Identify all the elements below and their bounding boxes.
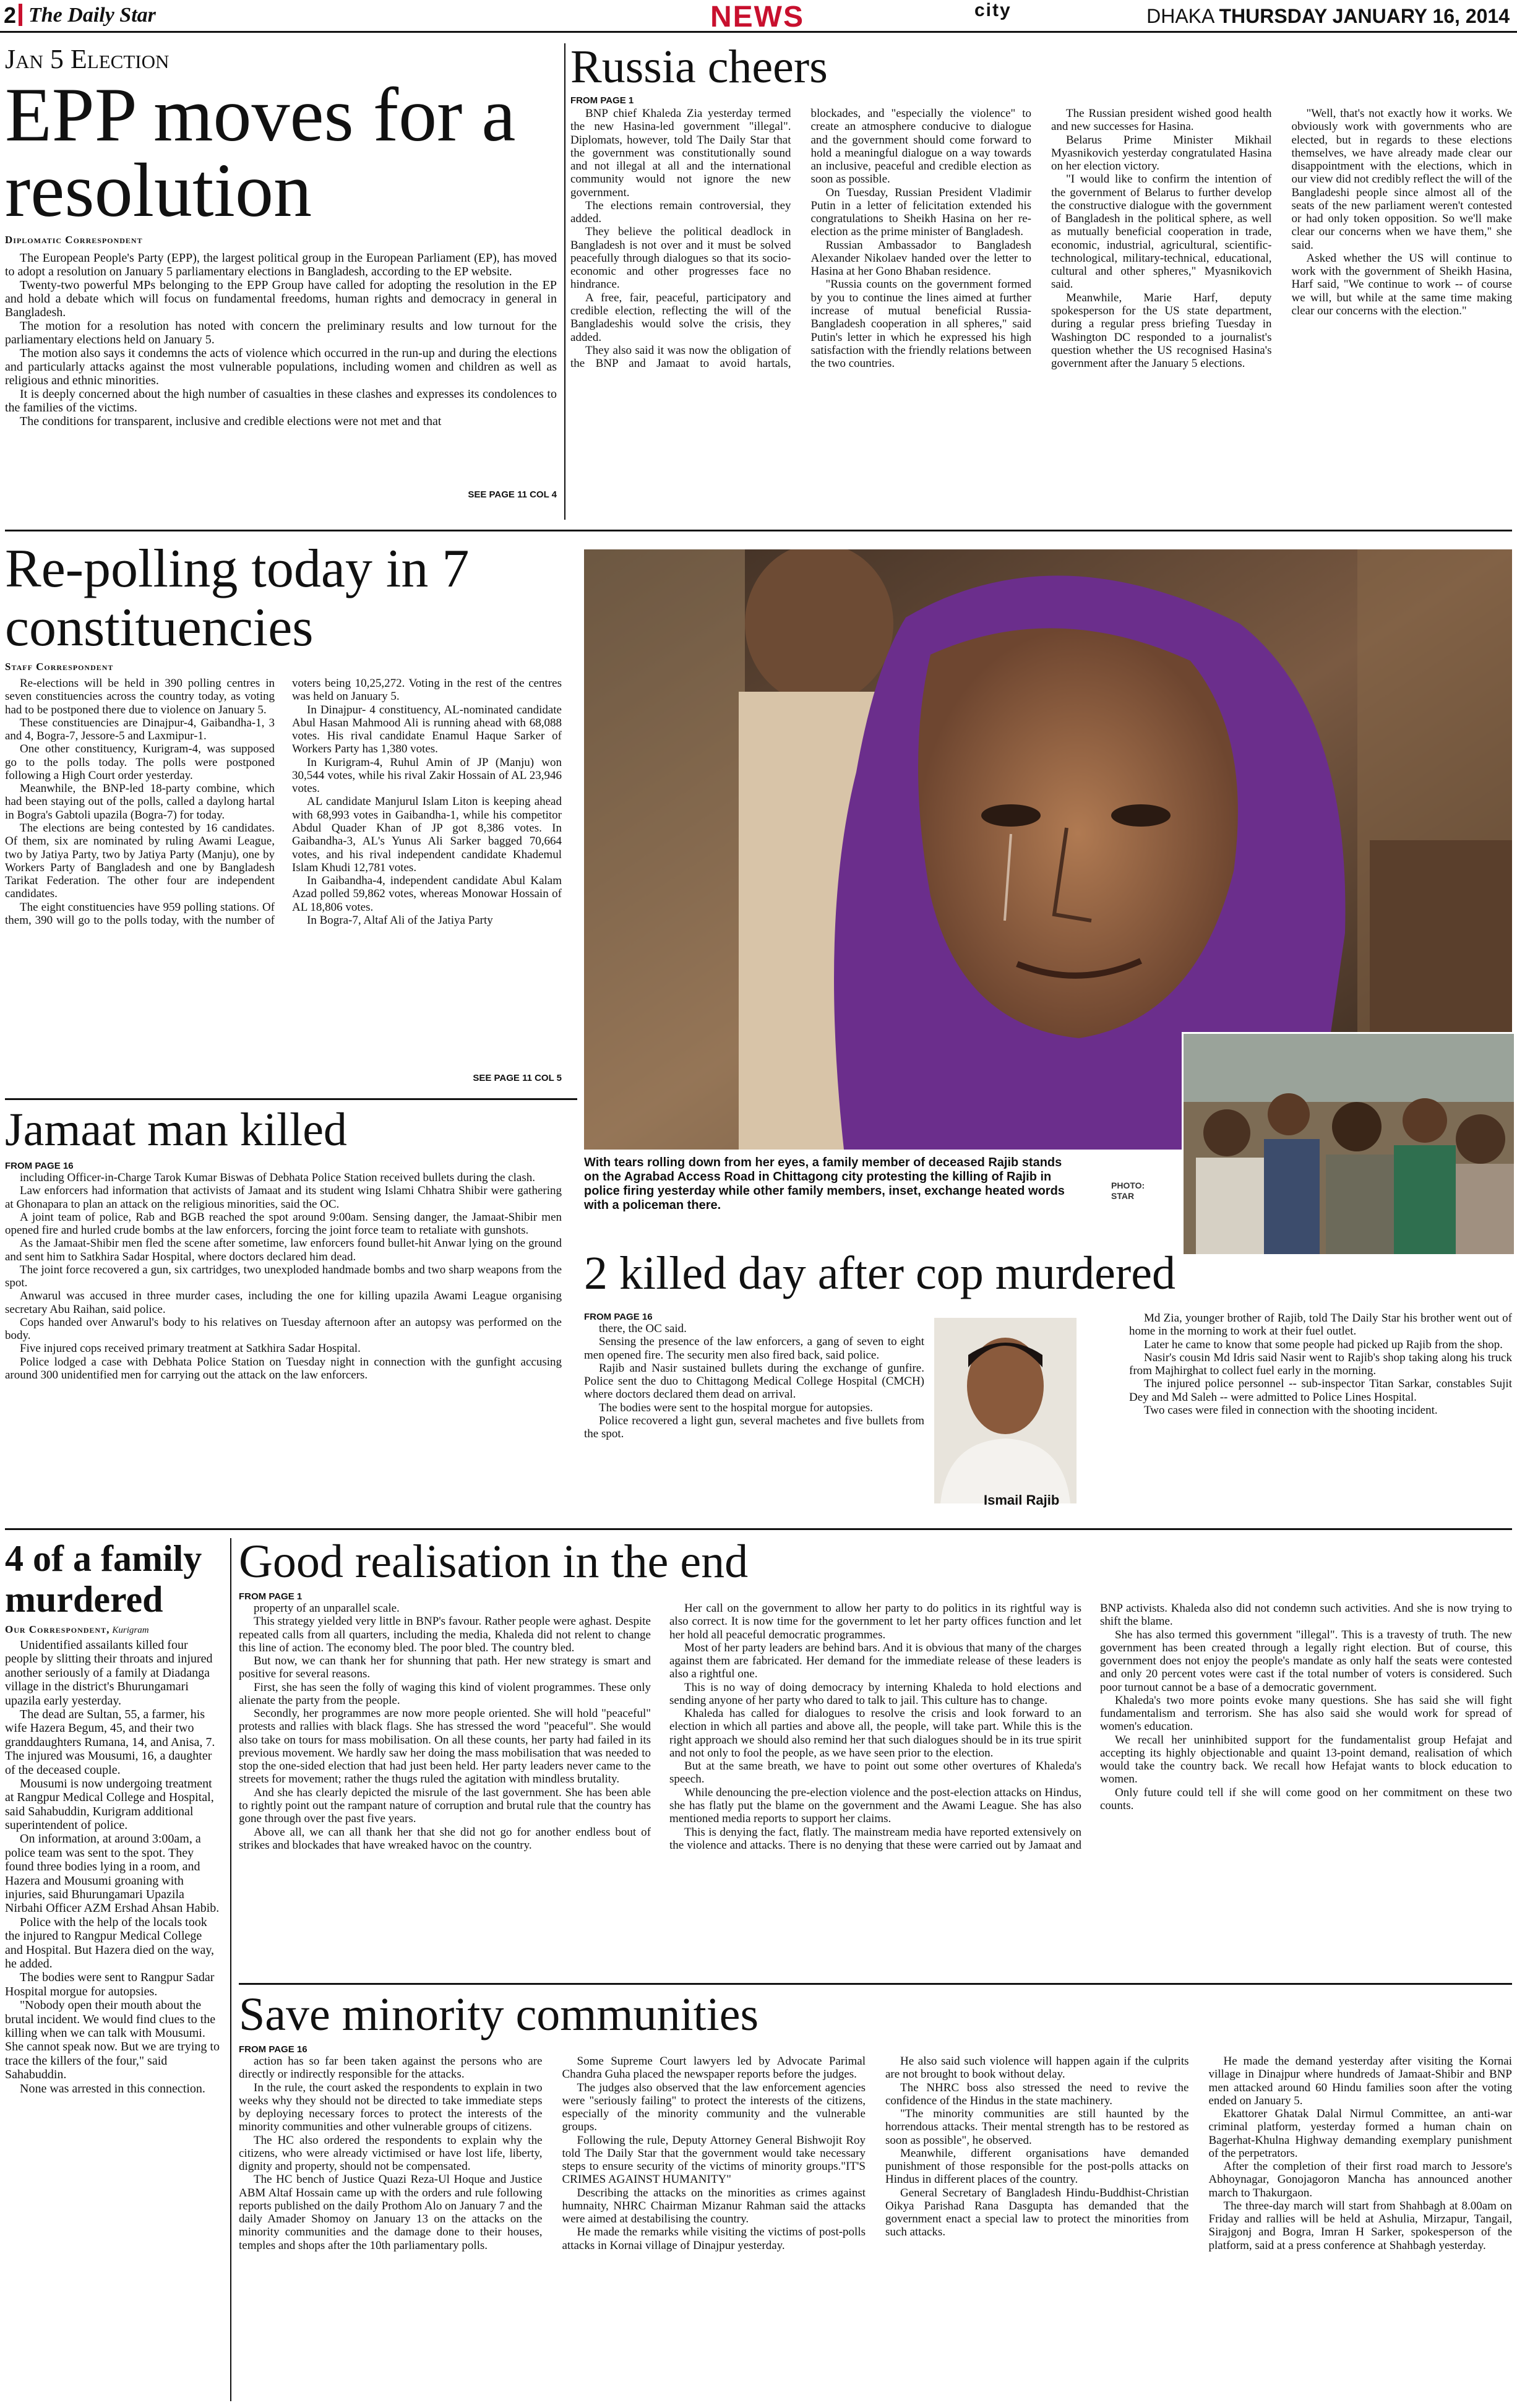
paragraph: The eight constituencies have 959 polling stations. Of them, 390 will go to the polls today, with the number of voters being 10,25,272. Voting in the rest of the centres was held on January 5. (5, 677, 562, 927)
crowd-photo-icon (1184, 1034, 1514, 1254)
killed-left-column (584, 1312, 924, 1526)
family-body (5, 1638, 221, 2406)
paragraph: In Kurigram-4, Ruhul Amin of JP (Manju) won 30,544 votes, while his rival Zakir Hossain of AL 23,946 votes. (292, 755, 562, 796)
paragraph: Meanwhile, Marie Harf, deputy spokesperson for the US state department, during a regular press briefing Tuesday in Washington DC responded to a journalist's question whether the US recognised Hasina's government after the January 5 elections. (1051, 291, 1272, 371)
paragraph: Secondly, her programmes are now more people oriented. She will hold "peaceful" protests and rallies with black flags. She has stressed the word "peaceful". She would also take on tours for mass mobilisation. On all these counts, her party had failed in its previous movement. We hardly saw her doing the mass mobilisation that was needed to stop the one-sided election that had just been held. Her party leaders never came to the streets for movement; rather the thugs ruled the agitation with mindless brutality. (239, 1707, 651, 1786)
jamaat-body (5, 1171, 562, 1505)
dateline-date: THURSDAY JANUARY 16, 2014 (1219, 5, 1510, 27)
credit-name: STAR (1111, 1190, 1135, 1201)
paragraph: The dead are Sultan, 55, a farmer, his wife Hazera Begum, 45, and their two granddaughters Rumana, 14, and Anisa, 7. The injured was Mousumi, 16, a daughter of the deceased couple. (5, 1707, 215, 1777)
paragraph: While denouncing the pre-election violence and the post-election attacks on Hindus, she has flatly put the blame on the government and the Awami League. She has also mentioned media reports to support her claims. (669, 1786, 1081, 1826)
mugshot-name: Ismail Rajib (984, 1492, 1060, 1508)
paragraph: Police lodged a case with Debhata Police Station on Tuesday night in connection with the gunfight accusing around 300 unidentified men for carrying out the attack on the law enforcers. (5, 1355, 562, 1382)
russia-story (570, 43, 1512, 509)
paragraph: Md Zia, younger brother of Rajib, told The Daily Star his brother went out of home in the morning to work at their fuel outlet. (1129, 1312, 1512, 1338)
jamaat-from-page: FROM PAGE 16 (5, 1161, 74, 1171)
paragraph: After the completion of their first road march to Jessore's Abhoynagar, Gonojagoron Mancha has announced another march to Thakurgaon. (1208, 2160, 1512, 2199)
paragraph: In Gaibandha-4, independent candidate Abul Kalam Azad polled 59,862 votes, whereas Monowar Hossain of AL 18,806 votes. (292, 874, 562, 914)
paragraph: They also said it was now the obligation of the BNP and Jamaat to avoid hartals, blockades, and "especially the violence" to create an atmosphere conducive to dialogue and the government should come forward to hold a meaningful dialogue on a way towards an inclusive, peaceful and credible election as soon as possible. (570, 107, 1031, 371)
paragraph: Cops handed over Anwarul's body to his relatives on Tuesday afternoon after an autopsy was performed on the body. (5, 1315, 562, 1343)
page-number: 2 (4, 2, 17, 28)
paragraph: Unidentified assailants killed four people by slitting their throats and injured another seriously of a family at Diadanga village in the district's Bhurungamari upazila early yesterday. (5, 1638, 213, 1708)
paragraph: She has also termed this government "illegal". This is a travesty of truth. The new government has been created through a legally right election. But of course, this government does not enjoy the people's mandate as only half the seats were contested and only 20 percent votes were cast if the total number of voters is considered. Such poor turnout cannot be a base of a democratic government. (1100, 1628, 1512, 1694)
realisation-body (239, 1602, 1512, 1954)
paragraph: Re-elections will be held in 390 polling centres in seven constituencies across the country today, as voting had to be postponed there due to violence on January 5. (5, 677, 275, 716)
paragraph: Two cases were filed in connection with the shooting incident. (1144, 1403, 1438, 1417)
family-byline-line (5, 1623, 221, 1636)
mugshot-photo (934, 1318, 1077, 1503)
portrait-icon (934, 1318, 1077, 1503)
paragraph: The elections remain controversial, they added. (570, 199, 791, 226)
paragraph: We recall her uninhibited support for the fundamentalist group Hefajat and accepting its highly objectionable and quaint 13-point demand, realisation of which would take the country back. We recall how Hefajat wants to block education to women. (1100, 1733, 1512, 1786)
paragraph: including Officer-in-Charge Tarok Kumar Biswas of Debhata Police Station received bullets during the clash. (20, 1171, 536, 1184)
paragraph: But at the same breath, we have to point out some other overtures of Khaleda's speech. (669, 1760, 1081, 1786)
killed-headline: 2 killed day after cop murdered (584, 1247, 1175, 1299)
paragraph: Twenty-two powerful MPs belonging to the EPP Group have called for adopting the resolution in the EP and hold a debate which will focus on fundamental freedoms, human rights and democracy in general in Bangladesh. (5, 278, 557, 320)
paragraph: This is no way of doing democracy by interning Khaleda to hold elections and sending anyone of her party who dared to talk to jail. This culture has to change. (669, 1680, 1081, 1707)
paragraph: It is deeply concerned about the high number of casualties in these clashes and expresses its condolences to the families of the victims. (5, 387, 557, 415)
paragraph: "Russia counts on the government formed by you to continue the lines aimed at further increase of mutual beneficial Russia-Bangladesh cooperation in all spheres," said Putin's letter in which he expressed his high satisfaction with the friendly relations between the two countries. (810, 278, 1031, 371)
paragraph: "Nobody open their mouth about the brutal incident. We would find clues to the killing when we can talk with Mousumi. She cannot speak now. But we are trying to trace the killers of the four," said Sahabuddin. (5, 1998, 220, 2082)
paragraph: Only future could tell if she will come good on her commitment on these two counts. (1100, 1786, 1512, 1812)
epp-headline: EPP moves for a resolution (5, 72, 516, 233)
paragraph: Meanwhile, different organisations have demanded punishment of those responsible for the post-polls attacks on Hindus in different places of the country. (885, 2146, 1189, 2187)
paragraph: "Well, that's not exactly how it works. We obviously work with governments who are elected, but in regards to these elections themselves, we have already made clear our disappointment with the elections, which in our view did not credibly reflect the will of the Bangladeshi people since almost all of the seats of the new parliament weren't contested or had only token opposition. So we'll make clear our concerns when we have them," she said. (1291, 107, 1512, 252)
paragraph: And she has clearly depicted the misrule of the last government. She has been able to rightly point out the rampant nature of corruption and brutal rule that the country has gone through over the past five years. (239, 1786, 651, 1826)
killed-body-left (584, 1322, 924, 1526)
paragraph: But now, we can thank her for shunning that path. Her new strategy is smart and positive for several reasons. (239, 1654, 651, 1681)
paragraph: Law enforcers had information that activists of Jamaat and its student wing Islami Chhatra Shibir were gathering at Ghonapara to plan an attack on the religious minorities, said the OC. (5, 1184, 562, 1211)
epp-byline: Diplomatic Correspondent (5, 234, 143, 246)
paragraph: He made the remarks while visiting the victims of post-polls attacks in Kornai village of Dinajpur yesterday. (562, 2225, 866, 2252)
paragraph: Her call on the government to allow her party to do politics in its rightful way is also correct. It is now time for the government to let her party offices function and let her hold all peaceful democratic programmes. (669, 1602, 1081, 1641)
epp-see-page[interactable]: SEE PAGE 11 COL 4 (468, 489, 557, 501)
paragraph: They believe the political deadlock in Bangladesh is not over and it must be solved peacefully through dialogues so that its socio-economic and other progresses face no hindrance. (570, 225, 791, 291)
red-bar-icon (19, 4, 22, 26)
horizontal-rule (5, 1098, 577, 1100)
epp-story (5, 43, 557, 500)
paragraph: General Secretary of Bangladesh Hindu-Buddhist-Christian Oikya Parishad Rana Dasgupta has demanded that the government enact a special law to protect the minorities from such attacks. (885, 2186, 1189, 2239)
paragraph: This strategy yielded very little in BNP's favour. Rather people were aghast. Despite repeated calls from all quarters, including the media, Khaleda did not relent to change this line of action. The economy bled. The poor bled. The country bled. (239, 1615, 651, 1654)
paragraph: Mousumi is now undergoing treatment at Rangpur Medical College and Hospital, said Sahabuddin, Kurigram additional superintendent of police. (5, 1776, 214, 1833)
paragraph: The three-day march will start from Shahbagh at 8.00am on Friday and rallies will be held at Ashulia, Mirzapur, Tangail, Sirajgonj and Bogra, Imran H Sarker, spokesperson of the platform, said at a press conference at Shahbagh yesterday. (1208, 2199, 1512, 2252)
horizontal-rule (5, 1528, 1512, 1530)
repolling-byline: Staff Correspondent (5, 661, 114, 673)
paragraph: This is denying the fact, flatly. The mainstream media have reported extensively on the violence and attacks. There is no denying that these were carried out by Jamaat and BNP activists. Khaleda also did not condemn such activities. And she is now trying to shift the blame. (669, 1602, 1512, 1852)
russia-from-page: FROM PAGE 1 (570, 95, 634, 106)
paragraph: Above all, we can all thank her that she did not go for another endless bout of strikes and blockades that have wreaked havoc on the country. (239, 1825, 651, 1852)
section-label: NEWS (710, 1, 804, 33)
paragraph: In Dinajpur- 4 constituency, AL-nominated candidate Abul Hasan Mahmood Ali is running ahead with 68,088 votes. His rival candidate Enamul Haque Sarker of Workers Party has 1,380 votes. (292, 703, 562, 756)
paragraph: Khaleda's two more points evoke many questions. She has said she will fight fundamentalism and terrorism. She has also said she would work for spread of women's education. (1100, 1693, 1512, 1734)
paragraph: On information, at around 3:00am, a police team was sent to the spot. They found three bodies lying in a room, and Hazera and Mousumi groaning with injuries, said Bhurungamari Upazila Nirbahi Officer AZM Ershad Ahsan Habib. (5, 1832, 220, 1916)
family-story (5, 1538, 221, 2406)
paragraph: BNP chief Khaleda Zia yesterday termed the new Hasina-led government "illegal". Diplomats, however, told The Daily Star that the government was constitutionally sound and not illegal at all and the international community would not ignore the new government. (570, 107, 791, 199)
killed-from-page: FROM PAGE 16 (584, 1312, 653, 1322)
paragraph: Most of her party leaders are behind bars. And it is obvious that many of the charges against them are fabricated. Her demand for the immediate release of these leaders is also a rightful one. (669, 1641, 1081, 1681)
photo-caption-block (584, 1156, 1067, 1213)
repolling-story (5, 540, 562, 1083)
family-byline-place: Kurigram (112, 1625, 149, 1635)
killed-right-column (1129, 1312, 1512, 1516)
horizontal-rule (5, 530, 1512, 531)
subsection-label: city (974, 0, 1012, 20)
paragraph: The bodies were sent to Rangpur Sadar Hospital morgue for autopsies. (5, 1971, 215, 1998)
paragraph: A free, fair, peaceful, participatory and credible election, reflecting the will of the Bangladeshis would solve the crisis, they added. (570, 291, 791, 344)
paragraph: Following the rule, Deputy Attorney General Bishwojit Roy told The Daily Star that the government would take necessary steps to ensure security of the victims of minority groups."IT'S CRIMES AGAINST HUMANITY" (562, 2133, 866, 2187)
paragraph: Police with the help of the locals took the injured to Rangpur Medical College and Hospital. But Hazera died on the way, he added. (5, 1915, 215, 1971)
paragraph: Khaleda has called for dialogues to resolve the crisis and look forward to an election in which all parties and above all, the people, will take part. While this is the right approach we should also remind her that such dialogues should be in its true spirit and not only to fool the people, as we have seen prior to the election. (669, 1707, 1081, 1760)
paper-name: The Daily Star (28, 4, 156, 27)
paragraph: Five injured cops received primary treatment at Satkhira Sadar Hospital. (20, 1342, 361, 1356)
paragraph: As the Jamaat-Shibir men fled the scene after sometime, law enforcers found bullet-hit Anwar lying on the ground and sent him to Satkhira Sadar Hospital, where doctors declared him dead. (5, 1237, 562, 1263)
paragraph: In the rule, the court asked the respondents to explain in two weeks why they should not be directed to take immediate steps by deploying necessary forces to protect the interests of the minority communities and other vulnerable groups of citizens. (239, 2081, 543, 2134)
minority-story (239, 1991, 1512, 2401)
paragraph: The European People's Party (EPP), the largest political group in the European Parliament (EP), has moved to adopt a resolution on January 5 parliamentary elections in Bangladesh, according to the EP website. (5, 251, 557, 279)
paragraph: Describing the attacks on the minorities as crimes against humnaity, NHRC Chairman Mizanur Rahman said the attacks were aimed at destabilising the country. (562, 2186, 866, 2226)
paragraph: The HC also ordered the respondents to explain why the citizens, who were already victimised or have lost life, liberty, dignity and property, should not be compensated. (239, 2133, 543, 2174)
dateline-city: DHAKA (1146, 5, 1214, 27)
paragraph: These constituencies are Dinajpur-4, Gaibandha-1, 3 and 4, Bogra-7, Jessore-5 and Laxmipur-1. (5, 716, 275, 743)
photo-credit (1111, 1180, 1173, 1202)
repolling-body (5, 677, 562, 1073)
column-rule (564, 43, 565, 520)
killed-body-right (1129, 1312, 1512, 1516)
paragraph: Russian Ambassador to Bangladesh Alexander Nikolaev handed over the letter to Hasina at her Gono Bhaban residence. (810, 238, 1031, 278)
paragraph: Nasir's cousin Md Idris said Nasir went to Rajib's shop taking along his truck from Majhirghat to collect fuel early in the morning. (1129, 1351, 1512, 1378)
repolling-see-page[interactable]: SEE PAGE 11 COL 5 (473, 1073, 562, 1084)
paragraph: Later he came to know that some people had picked up Rajib from the shop. (1144, 1338, 1503, 1351)
paragraph: Some Supreme Court lawyers led by Advocate Parimal Chandra Guha placed the newspaper reports before the judges. (562, 2055, 866, 2081)
realisation-from-page: FROM PAGE 1 (239, 1591, 303, 1602)
repolling-headline: Re-polling today in 7 constituencies (5, 539, 470, 658)
paragraph: there, the OC said. (599, 1322, 687, 1335)
russia-headline: Russia cheers (570, 41, 828, 93)
column-rule (230, 1538, 231, 2401)
masthead (0, 0, 1517, 33)
minority-headline: Save minority communities (239, 1989, 759, 2040)
paragraph: One other constituency, Kurigram-4, was supposed go to the polls today. The polls were postponed following a High Court order yesterday. (5, 742, 275, 782)
credit-label: PHOTO: (1111, 1180, 1145, 1190)
paragraph: First, she has seen the folly of waging this kind of violent programmes. These only alienate the party from the people. (239, 1680, 651, 1707)
family-headline: 4 of a family murdered (5, 1538, 202, 1620)
photo-caption: With tears rolling down from her eyes, a family member of deceased Rajib stands on the Agrabad Access Road in Chittagong city protesting the killing of Rajib in police firing yesterday while other family members, inset, exchange heated words with a policeman there. (584, 1156, 1065, 1212)
realisation-story (239, 1538, 1512, 1954)
family-byline: Our Correspondent, (5, 1623, 110, 1635)
horizontal-rule (239, 1983, 1512, 1985)
paragraph: Asked whether the US will continue to work with the government of Sheikh Hasina, Harf said, "We continue to work -- of course we will, but while at the same time making clear our concerns with the election." (1291, 251, 1512, 317)
paragraph: The joint force recovered a gun, six cartridges, two unexploded handmade bombs and two sharp weapons from the spot. (5, 1263, 562, 1290)
paragraph: The motion also says it condemns the acts of violence which occurred in the run-up and during the elections and particularly attacks against the most vulnerable populations, including women and children as well as religious and ethnic minorities. (5, 346, 557, 388)
paragraph: Sensing the presence of the law enforcers, a gang of seven to eight men opened fire. The security men also fired back, said police. (584, 1335, 924, 1362)
paragraph: A joint team of police, Rab and BGB reached the spot around 9:00am. Sensing danger, the Jamaat-Shibir men opened fire and hurled crude bombs at the law enforcers, forcing the joint force team to retaliate with gunshots. (5, 1210, 562, 1237)
paragraph: He made the demand yesterday after visiting the Kornai village in Dinajpur where hundreds of Jamaat-Shibir and BNP men attacked around 60 Hindu families soon after the voting ended on January 5. (1208, 2055, 1512, 2107)
paragraph: "The minority communities are still haunted by the horrendous attacks. Their mental strength has to be restored as soon as possible", he observed. (885, 2107, 1189, 2147)
jamaat-headline: Jamaat man killed (5, 1104, 347, 1156)
paragraph: Meanwhile, the BNP-led 18-party combine, which had been staying out of the polls, called a daylong hartal in Bogra's Gabtoli upazila (Bogra-7) for today. (5, 782, 275, 822)
russia-body (570, 107, 1512, 509)
jamaat-story (5, 1106, 562, 1505)
paragraph: Police recovered a light gun, several machetes and five bullets from the spot. (584, 1414, 924, 1441)
paragraph: In Bogra-7, Altaf Ali of the Jatiya Party (307, 913, 493, 927)
inset-photo (1182, 1032, 1516, 1256)
killed-story (584, 1247, 1512, 1299)
dateline (1146, 5, 1510, 28)
paragraph: The injured police personnel -- sub-inspector Titan Sarkar, constables Sujit Dey and Md Saleh -- were admitted to Police Lines Hospital. (1129, 1377, 1512, 1404)
paragraph: Ekattorer Ghatak Dalal Nirmul Committee, an anti-war criminal platform, yesterday formed a human chain on Bagerhat-Khulna Highway demanding exemplary punishment of the perpetrators. (1208, 2107, 1512, 2160)
epp-body (5, 251, 557, 489)
paragraph: The conditions for transparent, inclusive and credible elections were not met and that (20, 415, 442, 429)
paragraph: The HC bench of Justice Quazi Reza-Ul Hoque and Justice ABM Altaf Hossain came up with the orders and rule following reports published on the daily Prothom Alo on January 7 and the daily Amader Shomoy on January 13 on the attacks on the minority communities and the damage done to their houses, temples and shops after the 10th parliamentary polls. (239, 2173, 543, 2252)
paragraph: The bodies were sent to the hospital morgue for autopsies. (599, 1401, 873, 1414)
paragraph: None was arrested in this connection. (20, 2081, 205, 2096)
paragraph: "I would like to confirm the intention of the government of Belarus to further develop the constructive dialogue with the government of Bangladesh in the political sphere, as well as mutually beneficial cooperation in trade, economic, industrial, agricultural, scientific-technological, military-technical, educational, cultural and other spheres," Myasnikovich said. (1051, 173, 1272, 291)
minority-from-page: FROM PAGE 16 (239, 2044, 307, 2055)
paragraph: Rajib and Nasir sustained bullets during the exchange of gunfire. Police sent the duo to Chittagong Medical College Hospital (CMCH) where doctors declared them dead on arrival. (584, 1361, 924, 1401)
paragraph: He also said such violence will happen again if the culprits are not brought to book without delay. (885, 2055, 1189, 2081)
paragraph: The NHRC boss also stressed the need to revive the confidence of the Hindus in the state machinery. (885, 2081, 1189, 2107)
paragraph: Anwarul was accused in three murder cases, including the one for killing upazila Awami League organising secretary Abu Raihan, said police. (5, 1289, 562, 1316)
paragraph: action has so far been taken against the persons who are directly or indirectly responsible for the attacks. (239, 2055, 543, 2081)
paragraph: The motion for a resolution has noted with concern the preliminary results and low turnout for the parliamentary elections held on January 5. (5, 319, 557, 347)
paragraph: The elections are being contested by 16 candidates. Of them, six are nominated by ruling Awami League, two by Jatiya Party, two by Jatiya Party (Manju), one by Workers Party of Bangladesh and one by Bangladesh Tarikat Federation. The other four are independent candidates. (5, 821, 275, 901)
paragraph: On Tuesday, Russian President Vladimir Putin in a letter of felicitation extended his congratulations to Sheikh Hasina on her re-election as the prime minister of Bangladesh. (810, 186, 1031, 239)
realisation-headline: Good realisation in the end (239, 1536, 749, 1588)
paragraph: Belarus Prime Minister Mikhail Myasnikovich yesterday congratulated Hasina on her election victory. (1051, 133, 1272, 173)
paragraph: The judges also observed that the law enforcement agencies were "seriously failing" to protect the interests of the citizens, especially of the minority community and the vulnerable groups. (562, 2081, 866, 2134)
paragraph: The Russian president wished good health and new successes for Hasina. (1051, 107, 1272, 134)
minority-body (239, 2055, 1512, 2401)
paragraph: AL candidate Manjurul Islam Liton is keeping ahead with 68,993 votes in Gaibandha-1, while his competitor Abdul Quader Khan of JP got 8,386 votes. In Gaibandha-3, AL's Yunus Ali Sarker bagged 70,664 votes, and his rival independent candidate Khademul Islam Khudi 12,781 votes. (292, 795, 562, 874)
epp-kicker: Jan 5 Election (5, 44, 170, 74)
paragraph: property of an unparallel scale. (254, 1602, 400, 1615)
